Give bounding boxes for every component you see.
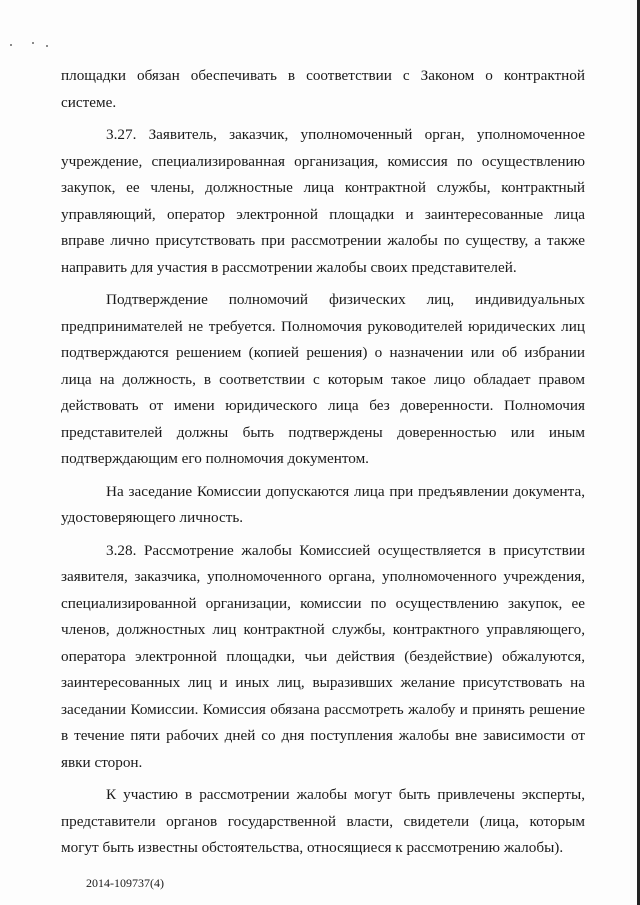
paragraph-3-28: 3.28. Рассмотрение жалобы Комиссией осуществляется в присутствии заявителя, заказчика, уполномоченного органа, уполномоченного учреждения, специализированной организации, комиссии по осуществлению закупок, ее членов, должностных лиц контрактной службы, контрактного управляющего, оператора электронной площадки, чьи действия (бездействие) обжалуются, заинтересованных лиц и иных лиц, выразивших желание присутствовать на заседании Комиссии. Комиссия обязана рассмотреть жалобу и принять решение в течение пяти рабочих дней со дня поступления жалобы вне зависимости от явки сторон.	[61, 541, 585, 771]
document-footer-code: 2014-109737(4)	[86, 876, 164, 890]
paragraph-3-27: 3.27. Заявитель, заказчик, уполномоченный орган, уполномоченное учреждение, специализированная организация, комиссия по осуществлению закупок, ее члены, должностные лица контрактной службы, контрактный управляющий, оператор электронной площадки и заинтересованные лица вправе лично присутствовать при рассмотрении жалобы по существу, а также направить для участия в рассмотрении жалобы своих представителей.	[61, 126, 585, 276]
paragraph-authority-confirmation: Подтверждение полномочий физических лиц, индивидуальных предпринимателей не требуется. Полномочия руководителей юридических лиц подтверждаются решением (копией решения) о назначении или об избрании лица на должность, в соответствии с которым такое лицо обладает правом действовать от имени юридического лица без доверенности. Полномочия представителей должны быть подтверждены доверенностью или иным подтверждающим его полномочия документом.	[61, 291, 585, 467]
document-body	[61, 63, 585, 862]
paragraph-experts: К участию в рассмотрении жалобы могут быть привлечены эксперты, представители органов государственной власти, свидетели (лица, которым могут быть известны обстоятельства, относящиеся к рассмотрению жалобы).	[61, 786, 585, 856]
paragraph-continuation: площадки обязан обеспечивать в соответствии с Законом о контрактной системе.	[61, 67, 585, 111]
scan-specks	[10, 42, 50, 48]
paragraph-admission: На заседание Комиссии допускаются лица при предъявлении документа, удостоверяющего личность.	[61, 482, 585, 526]
